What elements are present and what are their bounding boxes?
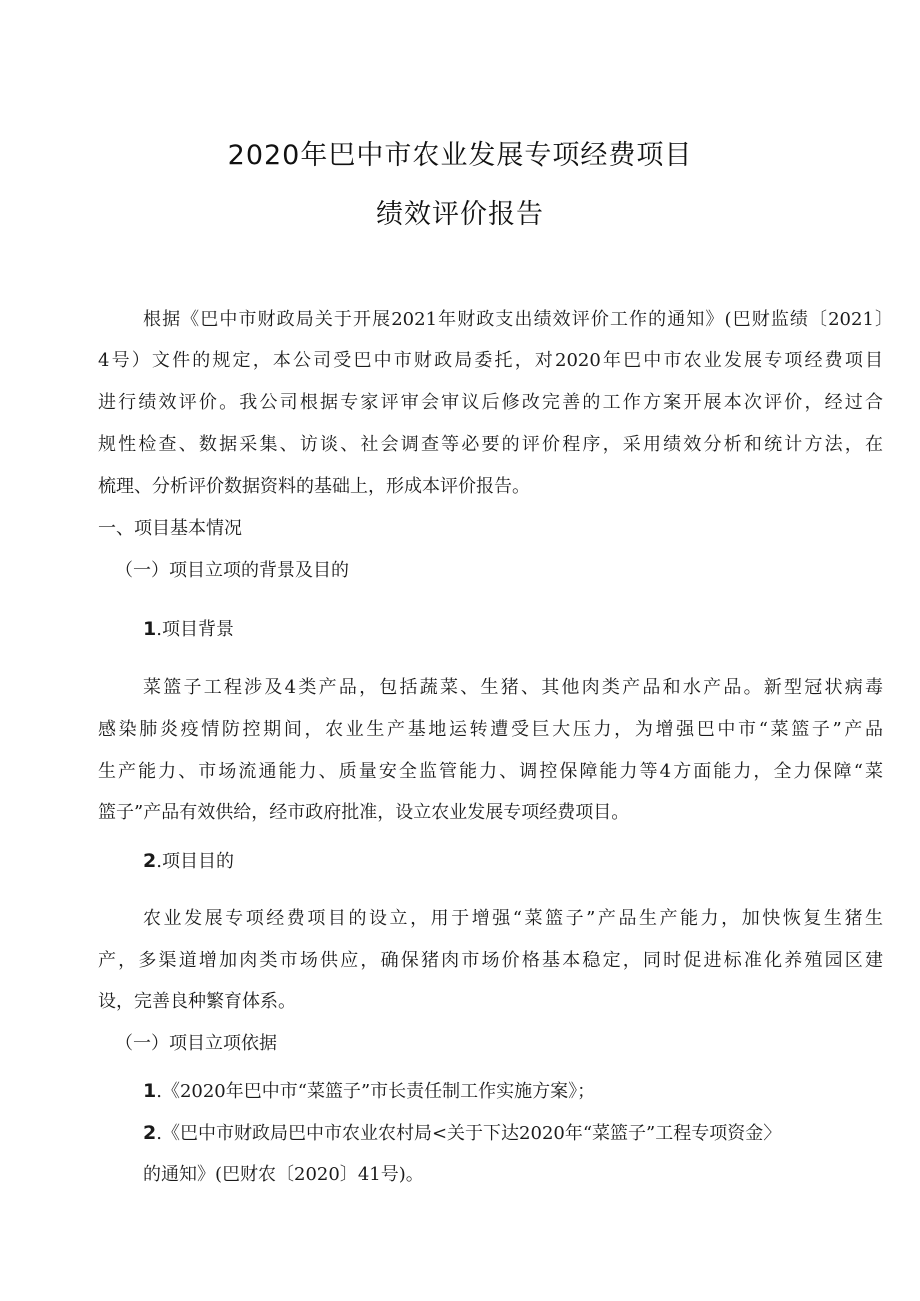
item-number: 1 <box>143 618 157 640</box>
section-heading-basic-info: 一、项目基本情况 <box>98 518 242 539</box>
purpose-line-3: 设，完善良种繁育体系。 <box>98 991 296 1012</box>
item-label: .项目目的 <box>156 851 234 872</box>
item-label: .项目背景 <box>156 619 234 640</box>
basis-item-1-text: .《2020年巴中市“菜篮子”市长责任制工作实施方案》； <box>156 1081 596 1102</box>
item-heading-purpose <box>143 850 234 873</box>
basis-item-1 <box>143 1080 595 1103</box>
basis-item-2-continuation: 的通知》(巴财农〔2020〕41号)。 <box>143 1164 424 1185</box>
intro-line-3: 进行绩效评价。我公司根据专家评审会审议后修改完善的工作方案开展本次评价，经过合 <box>98 392 883 413</box>
item-heading-background <box>143 618 234 641</box>
background-line-2: 感染肺炎疫情防控期间，农业生产基地运转遭受巨大压力，为增强巴中市“菜篮子”产品 <box>98 719 883 740</box>
basis-item-2-text: .《巴中市财政局巴中市农业农村局<关于下达2020年“菜篮子”工程专项资金〉 <box>156 1123 782 1144</box>
subsection-heading-basis: （一）项目立项依据 <box>115 1033 277 1054</box>
intro-line-2: 4号）文件的规定，本公司受巴中市财政局委托，对2020年巴中市农业发展专项经费项目 <box>98 350 883 371</box>
basis-item-2 <box>143 1122 781 1145</box>
purpose-line-2: 产，多渠道增加肉类市场供应，确保猪肉市场价格基本稳定，同时促进标准化养殖园区建 <box>98 950 883 971</box>
intro-line-4: 规性检查、数据采集、访谈、社会调查等必要的评价程序，采用绩效分析和统计方法，在 <box>98 434 883 455</box>
item-number: 1 <box>143 1080 157 1102</box>
intro-line-1: 根据《巴中市财政局关于开展2021年财政支出绩效评价工作的通知》(巴财监绩〔2021〕 <box>143 309 893 330</box>
subsection-heading-background: （一）项目立项的背景及目的 <box>115 560 349 581</box>
item-number: 2 <box>143 1122 157 1144</box>
report-title-line-1: 2020年巴中市农业发展专项经费项目 <box>227 140 693 171</box>
purpose-line-1: 农业发展专项经费项目的设立，用于增强“菜篮子”产品生产能力，加快恢复生猪生 <box>143 908 883 929</box>
report-title-line-2: 绩效评价报告 <box>376 199 544 230</box>
item-number: 2 <box>143 850 157 872</box>
background-line-1: 菜篮子工程涉及4类产品，包括蔬菜、生猪、其他肉类产品和水产品。新型冠状病毒 <box>143 677 883 698</box>
intro-line-5: 梳理、分析评价数据资料的基础上，形成本评价报告。 <box>98 476 530 497</box>
background-line-3: 生产能力、市场流通能力、质量安全监管能力、调控保障能力等4方面能力，全力保障“菜 <box>98 761 883 782</box>
background-line-4: 篮子”产品有效供给，经市政府批准，设立农业发展专项经费项目。 <box>98 802 630 823</box>
